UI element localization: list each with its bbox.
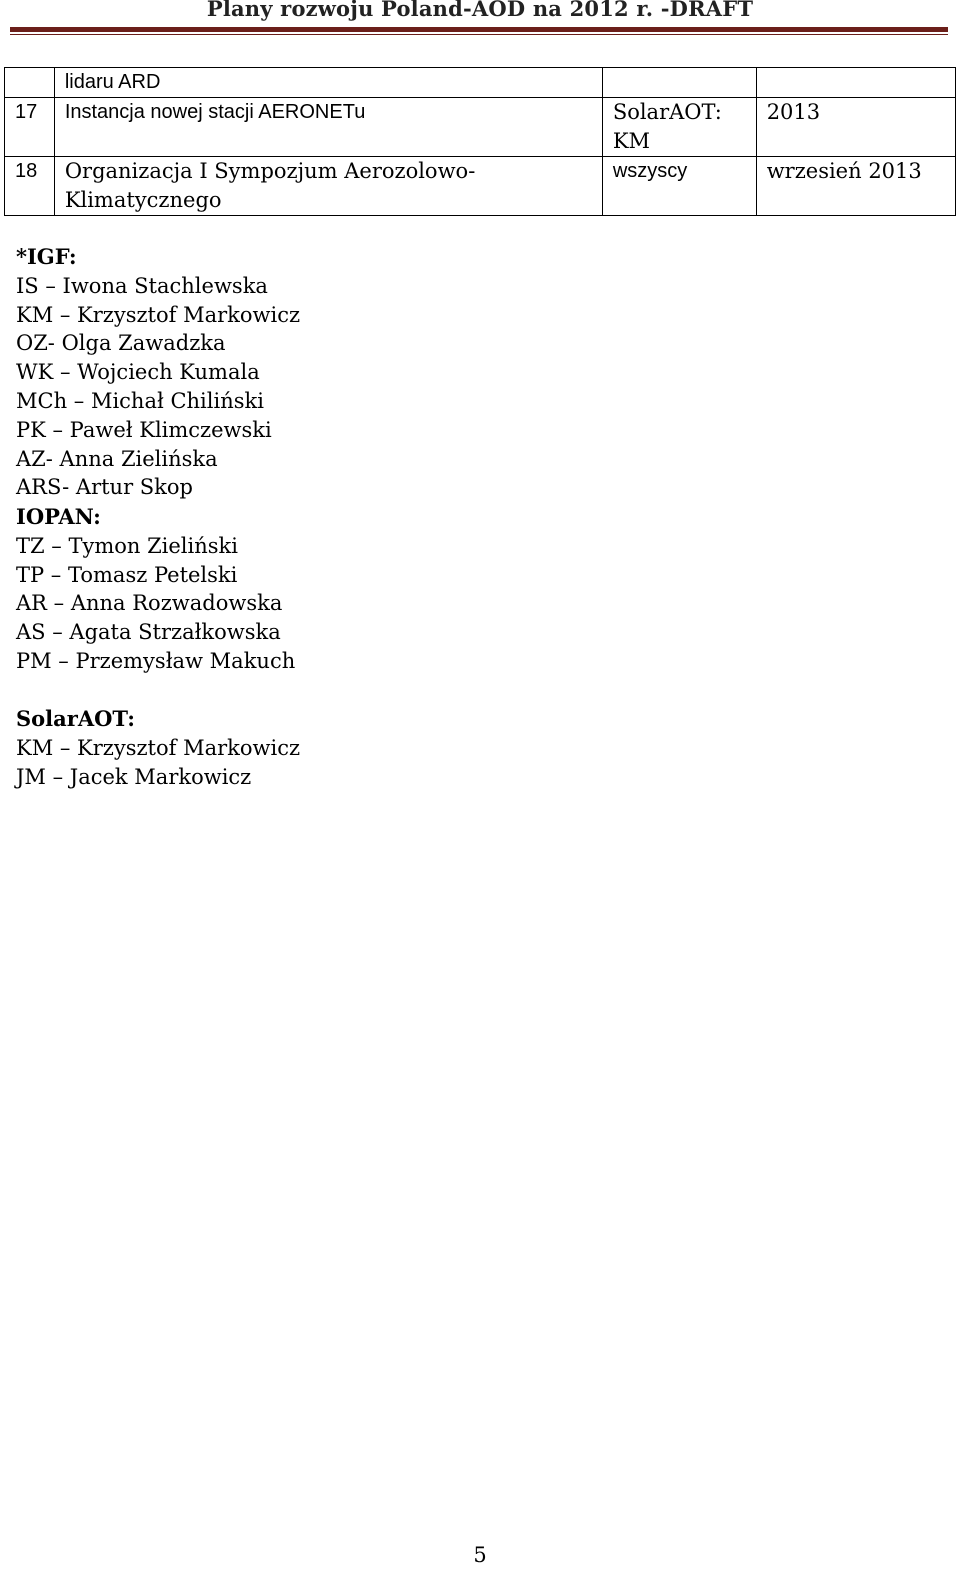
row-responsible — [602, 68, 756, 98]
group-heading: SolarAOT: — [16, 706, 136, 731]
header-rule — [10, 27, 948, 32]
table-row — [5, 157, 956, 216]
row-responsible: SolarAOT: KM — [602, 98, 756, 157]
row-task: Instancja nowej stacji AERONETu — [54, 98, 602, 157]
member-item: ARS- Artur Skop — [16, 475, 193, 500]
row-task: Organizacja I Sympozjum Aerozolowo-Klimatycznego — [54, 157, 602, 216]
table-row — [5, 68, 956, 98]
member-item: AS – Agata Strzałkowska — [16, 620, 281, 645]
page-number: 5 — [473, 1543, 487, 1567]
header-rule-thin — [10, 34, 948, 35]
member-item: PM – Przemysław Makuch — [16, 648, 296, 673]
member-item: PK – Paweł Klimczewski — [16, 417, 272, 442]
member-item: AR – Anna Rozwadowska — [16, 591, 283, 616]
member-item: WK – Wojciech Kumala — [16, 360, 260, 385]
row-responsible: wszyscy — [602, 157, 756, 216]
member-item: KM – Krzysztof Markowicz — [16, 302, 301, 327]
igf-group — [16, 243, 300, 502]
member-item: TP – Tomasz Petelski — [16, 562, 238, 587]
row-deadline: wrzesień 2013 — [756, 157, 955, 216]
row-task: lidaru ARD — [54, 68, 602, 98]
row-deadline — [756, 68, 955, 98]
row-number: 17 — [5, 98, 55, 157]
member-item: OZ- Olga Zawadzka — [16, 331, 226, 356]
member-item: MCh – Michał Chiliński — [16, 388, 264, 413]
member-item: JM – Jacek Markowicz — [16, 764, 252, 789]
group-heading: IOPAN: — [16, 504, 101, 529]
plan-table — [4, 67, 956, 216]
table-row — [5, 98, 956, 157]
row-number: 18 — [5, 157, 55, 216]
member-item: IS – Iwona Stachlewska — [16, 273, 268, 298]
member-item: TZ – Tymon Zieliński — [16, 533, 238, 558]
header-title: Plany rozwoju Poland-AOD na 2012 r. -DRAFT — [206, 0, 754, 21]
iopan-group — [16, 503, 295, 676]
solaraot-group — [16, 705, 300, 791]
row-deadline: 2013 — [756, 98, 955, 157]
member-item: AZ- Anna Zielińska — [16, 446, 218, 471]
row-number — [5, 68, 55, 98]
group-heading: *IGF: — [16, 244, 77, 269]
member-item: KM – Krzysztof Markowicz — [16, 735, 301, 760]
